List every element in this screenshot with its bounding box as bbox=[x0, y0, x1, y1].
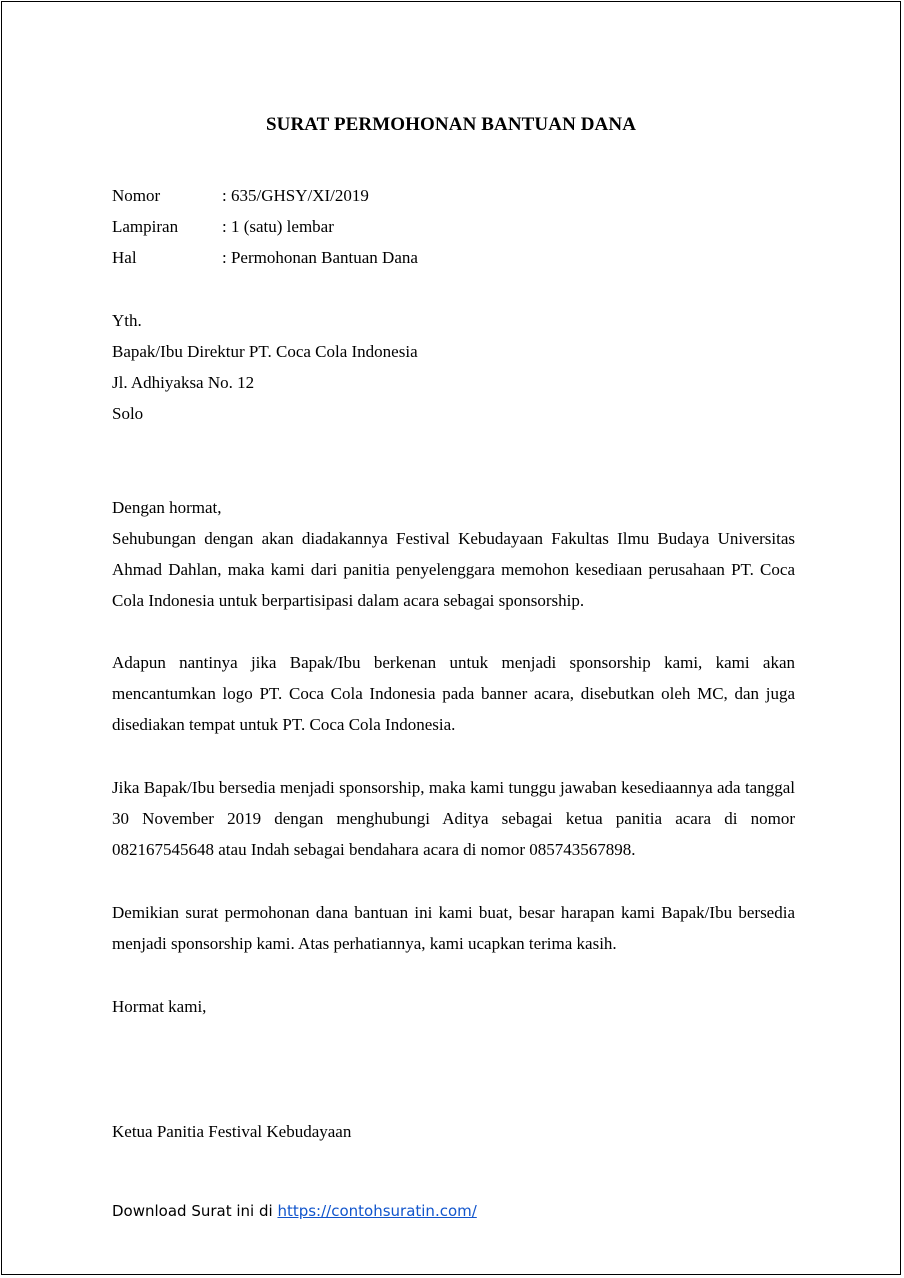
recipient-line: Solo bbox=[112, 404, 144, 423]
recipient-line: Jl. Adhiyaksa No. 12 bbox=[112, 373, 255, 392]
paragraph-1: Sehubungan dengan akan diadakannya Festival Kebudayaan Fakultas Ilmu Budaya Universitas Ahmad Dahlan, maka kami dari panitia penyelenggara memohon kesediaan perusahaan PT. Coca Cola Indonesia untuk berpartisipasi dalam acara sebagai sponsorship. bbox=[112, 529, 795, 610]
letter-meta bbox=[112, 180, 418, 273]
footer-text: Download Surat ini di bbox=[112, 1202, 278, 1220]
meta-value: : 1 (satu) lembar bbox=[222, 217, 334, 236]
meta-value: : Permohonan Bantuan Dana bbox=[222, 248, 418, 267]
paragraph-3: Jika Bapak/Ibu bersedia menjadi sponsorship, maka kami tunggu jawaban kesediaannya ada tanggal 30 November 2019 dengan menghubungi Aditya sebagai ketua panitia acara di nomor 082167545648 atau Indah sebagai bendahara acara di nomor 085743567898. bbox=[112, 778, 795, 859]
download-footer bbox=[112, 1202, 477, 1220]
meta-row-nomor bbox=[112, 180, 418, 211]
letter-page bbox=[1, 1, 901, 1275]
recipient-block bbox=[112, 305, 418, 429]
meta-label: Nomor bbox=[112, 186, 161, 205]
download-link[interactable]: https://contohsuratin.com/ bbox=[277, 1202, 477, 1220]
meta-row-lampiran bbox=[112, 211, 418, 242]
meta-row-hal bbox=[112, 242, 418, 273]
recipient-line: Yth. bbox=[112, 311, 142, 330]
recipient-line: Bapak/Ibu Direktur PT. Coca Cola Indonesia bbox=[112, 342, 418, 361]
paragraph-2: Adapun nantinya jika Bapak/Ibu berkenan untuk menjadi sponsorship kami, kami akan mencantumkan logo PT. Coca Cola Indonesia pada banner acara, disebutkan oleh MC, dan juga disediakan tempat untuk PT. Coca Cola Indonesia. bbox=[112, 653, 795, 734]
signer-title: Ketua Panitia Festival Kebudayaan bbox=[112, 1122, 352, 1141]
meta-label: Lampiran bbox=[112, 217, 179, 236]
meta-value: : 635/GHSY/XI/2019 bbox=[222, 186, 369, 205]
greeting: Dengan hormat, bbox=[112, 498, 222, 517]
letter-title: SURAT PERMOHONAN BANTUAN DANA bbox=[265, 114, 637, 135]
meta-label: Hal bbox=[112, 248, 137, 267]
closing: Hormat kami, bbox=[112, 997, 207, 1016]
paragraph-4: Demikian surat permohonan dana bantuan ini kami buat, besar harapan kami Bapak/Ibu bersedia menjadi sponsorship kami. Atas perhatiannya, kami ucapkan terima kasih. bbox=[112, 903, 795, 953]
